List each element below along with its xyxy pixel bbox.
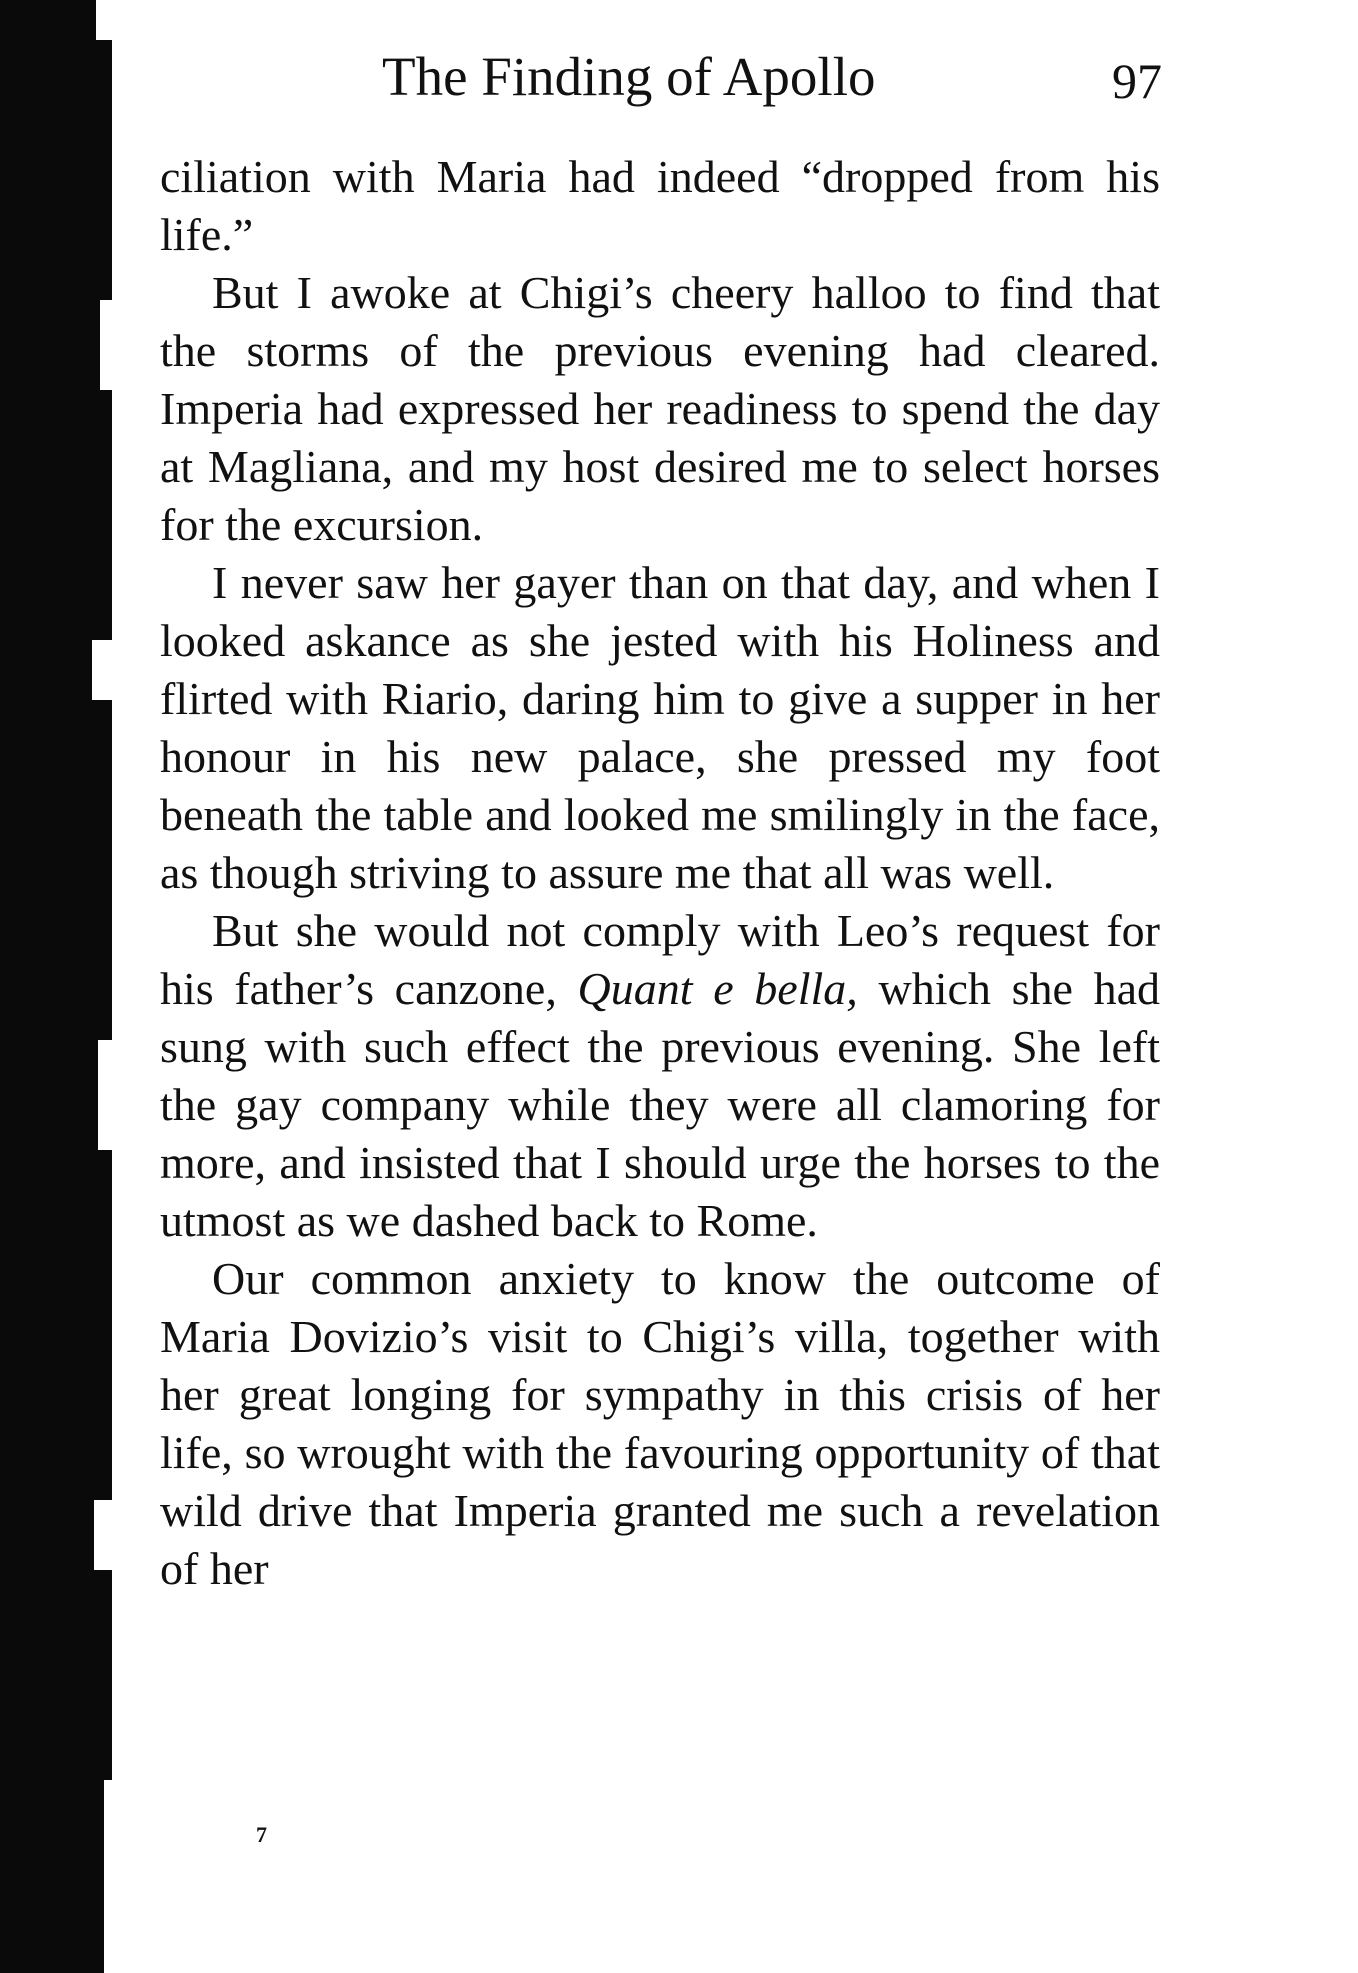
running-title: The Finding of Apollo — [382, 46, 876, 107]
paragraph-1: ciliation with Maria had indeed “dropped from his life.” — [160, 151, 1160, 260]
signature-mark: 7 — [256, 1822, 267, 1847]
body-text — [160, 148, 1160, 1598]
paragraph-4 — [160, 902, 1160, 1250]
paragraph-3: I never saw her gayer than on that day, and when I looked askance as she jested with his Holiness and flirted with Riario, daring him to give a supper in her honour in his new palace, she pressed my foot beneath the table and looked me smilingly in the face, as though striving to assure me that all was well. — [160, 557, 1160, 898]
paragraph-2: But I awoke at Chigi’s cheery halloo to find that the storms of the previous evening had cleared. Imperia had expressed her readiness to spend the day at Magliana, and my host desired me to select horses for the excursion. — [160, 267, 1160, 550]
song-title-italic: Quant e bella, — [577, 963, 858, 1014]
page-number: 97 — [1112, 53, 1162, 109]
paragraph-4-text-before: But she would not comply with Leo’s request for his father’s canzone, — [160, 905, 1160, 1014]
running-head — [160, 42, 1162, 112]
scanned-binding-edge — [0, 0, 112, 1973]
paragraph-4-text-after: which she had sung with such effect the previous evening. She left the gay company while they were all clamoring for more, and insisted that I should urge the horses to the utmost as we dashed back to Rome. — [160, 963, 1160, 1246]
paragraph-5: Our common anxiety to know the outcome of Maria Dovizio’s visit to Chigi’s villa, together with her great longing for sympathy in this crisis of her life, so wrought with the favouring opportunity of that wild drive that Imperia granted me such a revelation of her — [160, 1253, 1160, 1594]
